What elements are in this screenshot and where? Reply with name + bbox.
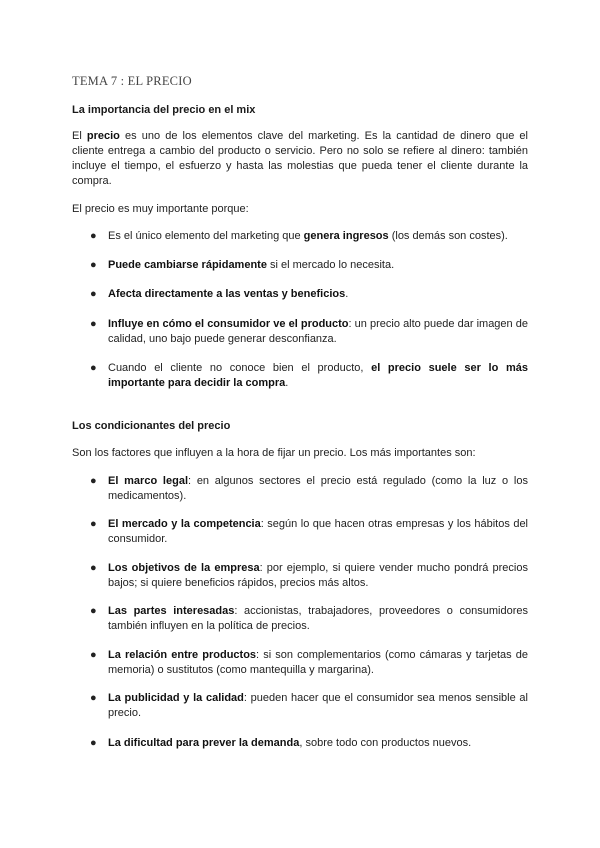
intro-text-start: El (72, 130, 87, 142)
section-heading-importance: La importancia del precio en el mix (72, 104, 256, 116)
item-bold: genera ingresos (303, 230, 389, 242)
item-text: Es el único elemento del marketing que (108, 230, 304, 242)
item-text: : accionistas, trabajadores, proveedores o consumidores también influyen en la política de precios. (108, 605, 528, 632)
item-text: : un precio alto puede dar imagen de calidad, uno bajo puede generar desconfianza. (108, 318, 528, 345)
item-bold: El mercado y la competencia (108, 518, 261, 530)
bullet-icon: ● (90, 518, 97, 530)
item-bold: Afecta directamente a las ventas y beneficios (108, 288, 346, 300)
bullet-icon: ● (90, 737, 97, 749)
item-bold: La publicidad y la calidad (108, 692, 244, 704)
section2-lead: Son los factores que influyen a la hora de fijar un precio. Los más importantes son: (72, 447, 476, 459)
bullet-icon: ● (90, 692, 97, 704)
section-heading-conditioners: Los condicionantes del precio (72, 420, 231, 432)
bullet-icon: ● (90, 362, 97, 374)
page-title: TEMA 7 : EL PRECIO (72, 74, 192, 88)
item-text: : en algunos sectores el precio está regulado (como la luz o los medicamentos). (108, 475, 528, 502)
item-text: . (285, 377, 289, 389)
item-bold: Los objetivos de la empresa (108, 562, 260, 574)
item-text: . (345, 288, 349, 300)
intro-text-rest: es uno de los elementos clave del marketing. Es la cantidad de dinero que el cliente entrega a cambio del producto o servicio. Pero no solo se refiere al dinero: también incluye el tiempo, el esfuerzo y hasta las molestias que pueda tener el cliente durante la compra. (72, 130, 528, 187)
section1-lead: El precio es muy importante porque: (72, 203, 249, 215)
item-text: : según lo que hacen otras empresas y los hábitos del consumidor. (108, 518, 529, 545)
bullet-icon: ● (90, 605, 97, 617)
item-text: , sobre todo con productos nuevos. (299, 737, 472, 749)
item-bold: La dificultad para prever la demanda (108, 737, 300, 749)
bullet-icon: ● (90, 562, 97, 574)
item-bold: La relación entre productos (108, 649, 257, 661)
item-bold: el precio suele ser lo más importante para decidir la compra (108, 362, 528, 389)
item-text: : por ejemplo, si quiere vender mucho pondrá precios bajos; si quiere beneficios rápidos, precios más altos. (108, 562, 528, 589)
bullet-icon: ● (90, 649, 97, 661)
item-bold: Puede cambiarse rápidamente (108, 259, 267, 271)
bullet-icon: ● (90, 288, 97, 300)
item-text: : si son complementarios (como cámaras y tarjetas de memoria) o sustitutos (como mantequilla y margarina). (108, 649, 528, 676)
intro-bold-term: precio (86, 130, 120, 142)
item-bold: El marco legal (108, 475, 188, 487)
bullet-icon: ● (90, 318, 97, 330)
bullet-icon: ● (90, 475, 97, 487)
item-text: : pueden hacer que el consumidor sea menos sensible al precio. (108, 692, 528, 719)
bullet-icon: ● (90, 259, 97, 271)
item-text: Cuando el cliente no conoce bien el producto, (108, 362, 372, 374)
item-text: (los demás son costes). (388, 230, 508, 242)
intro-paragraph (72, 129, 528, 189)
bullet-icon: ● (90, 230, 97, 242)
item-text: si el mercado lo necesita. (266, 259, 395, 271)
item-bold: Influye en cómo el consumidor ve el producto (108, 318, 349, 330)
item-bold: Las partes interesadas (108, 605, 235, 617)
